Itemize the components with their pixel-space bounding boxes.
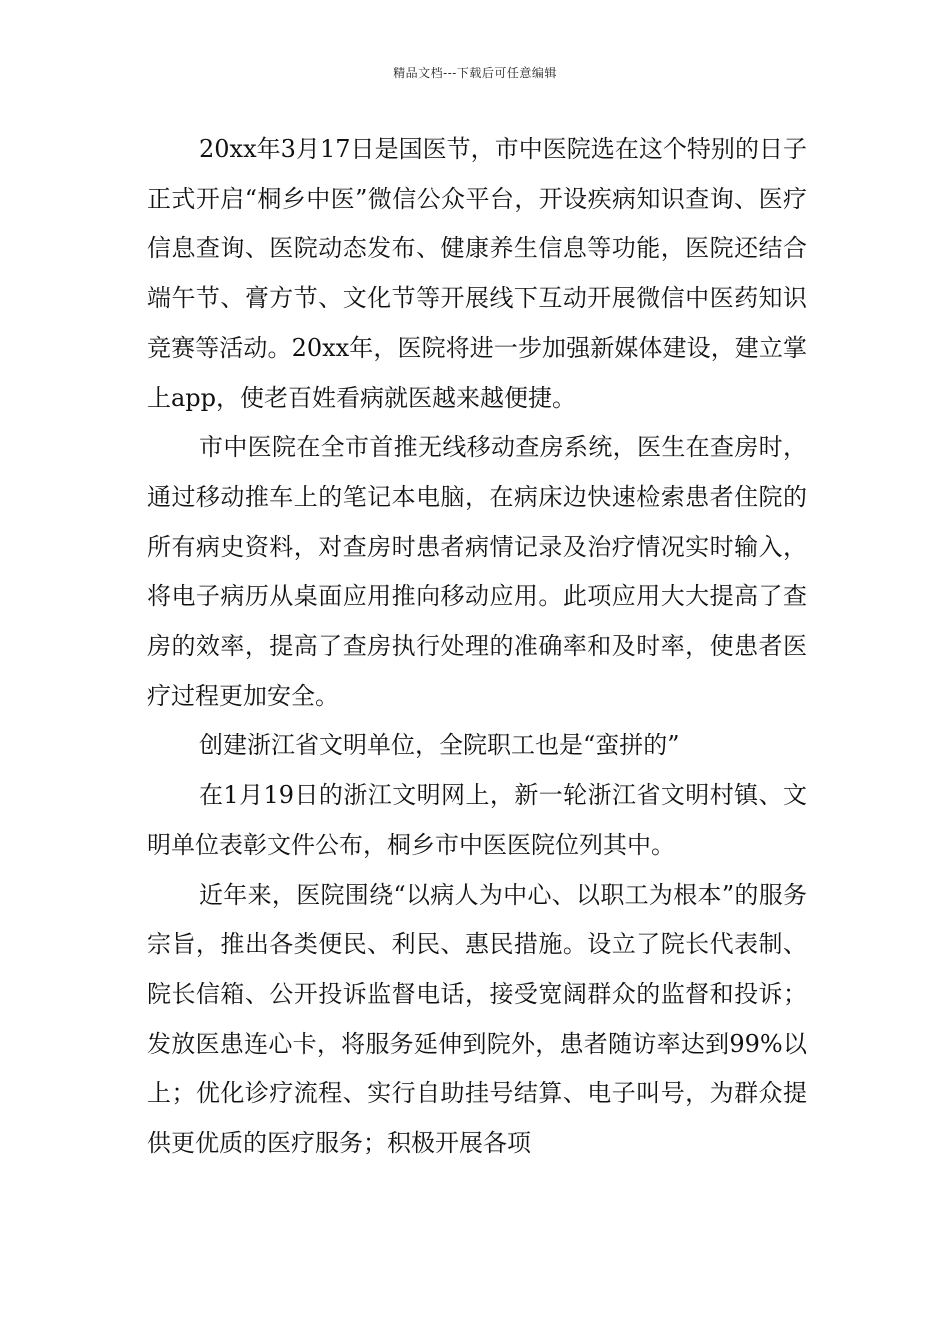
paragraph-civilized-unit-heading: 创建浙江省文明单位，全院职工也是“蛮拼的”	[199, 731, 680, 760]
paragraph-mobile-ward-rounds: 市中医院在全市首推无线移动查房系统，医生在查房时，通过移动推车上的笔记本电脑，在病床边快速检索患者住院的所有病史资料，对查房时患者病情记录及治疗情况实时输入，将电子病历从桌面应用推向移动应用。此项应用大大提高了查房的效率，提高了查房执行处理的准确率和及时率，使患者医疗过程更加安全。	[147, 433, 807, 710]
paragraph-wechat-platform: 20xx年3月17日是国医节，市中医院选在这个特别的日子正式开启“桐乡中医”微信公众平台，开设疾病知识查询、医疗信息查询、医院动态发布、健康养生信息等功能，医院还结合端午节、膏方节、文化节等开展线下互动开展微信中医药知识竞赛等活动。20xx年，医院将进一步加强新媒体建设，建立掌上app，使老百姓看病就医越来越便捷。	[147, 135, 807, 412]
document-body	[147, 125, 807, 1169]
page-header: 精品文档---下载后可任意编辑	[393, 66, 557, 80]
paragraph-service-measures: 近年来，医院围绕“以病人为中心、以职工为根本”的服务宗旨，推出各类便民、利民、惠民措施。设立了院长代表制、院长信箱、公开投诉监督电话，接受宽阔群众的监督和投诉；发放医患连心卡，将服务延伸到院外，患者随访率达到99%以上；优化诊疗流程、实行自助挂号结算、电子叫号，为群众提供更优质的医疗服务；积极开展各项	[147, 880, 807, 1158]
paragraph-commendation-announcement: 在1月19日的浙江文明网上，新一轮浙江省文明村镇、文明单位表彰文件公布，桐乡市中医医院位列其中。	[147, 781, 807, 859]
